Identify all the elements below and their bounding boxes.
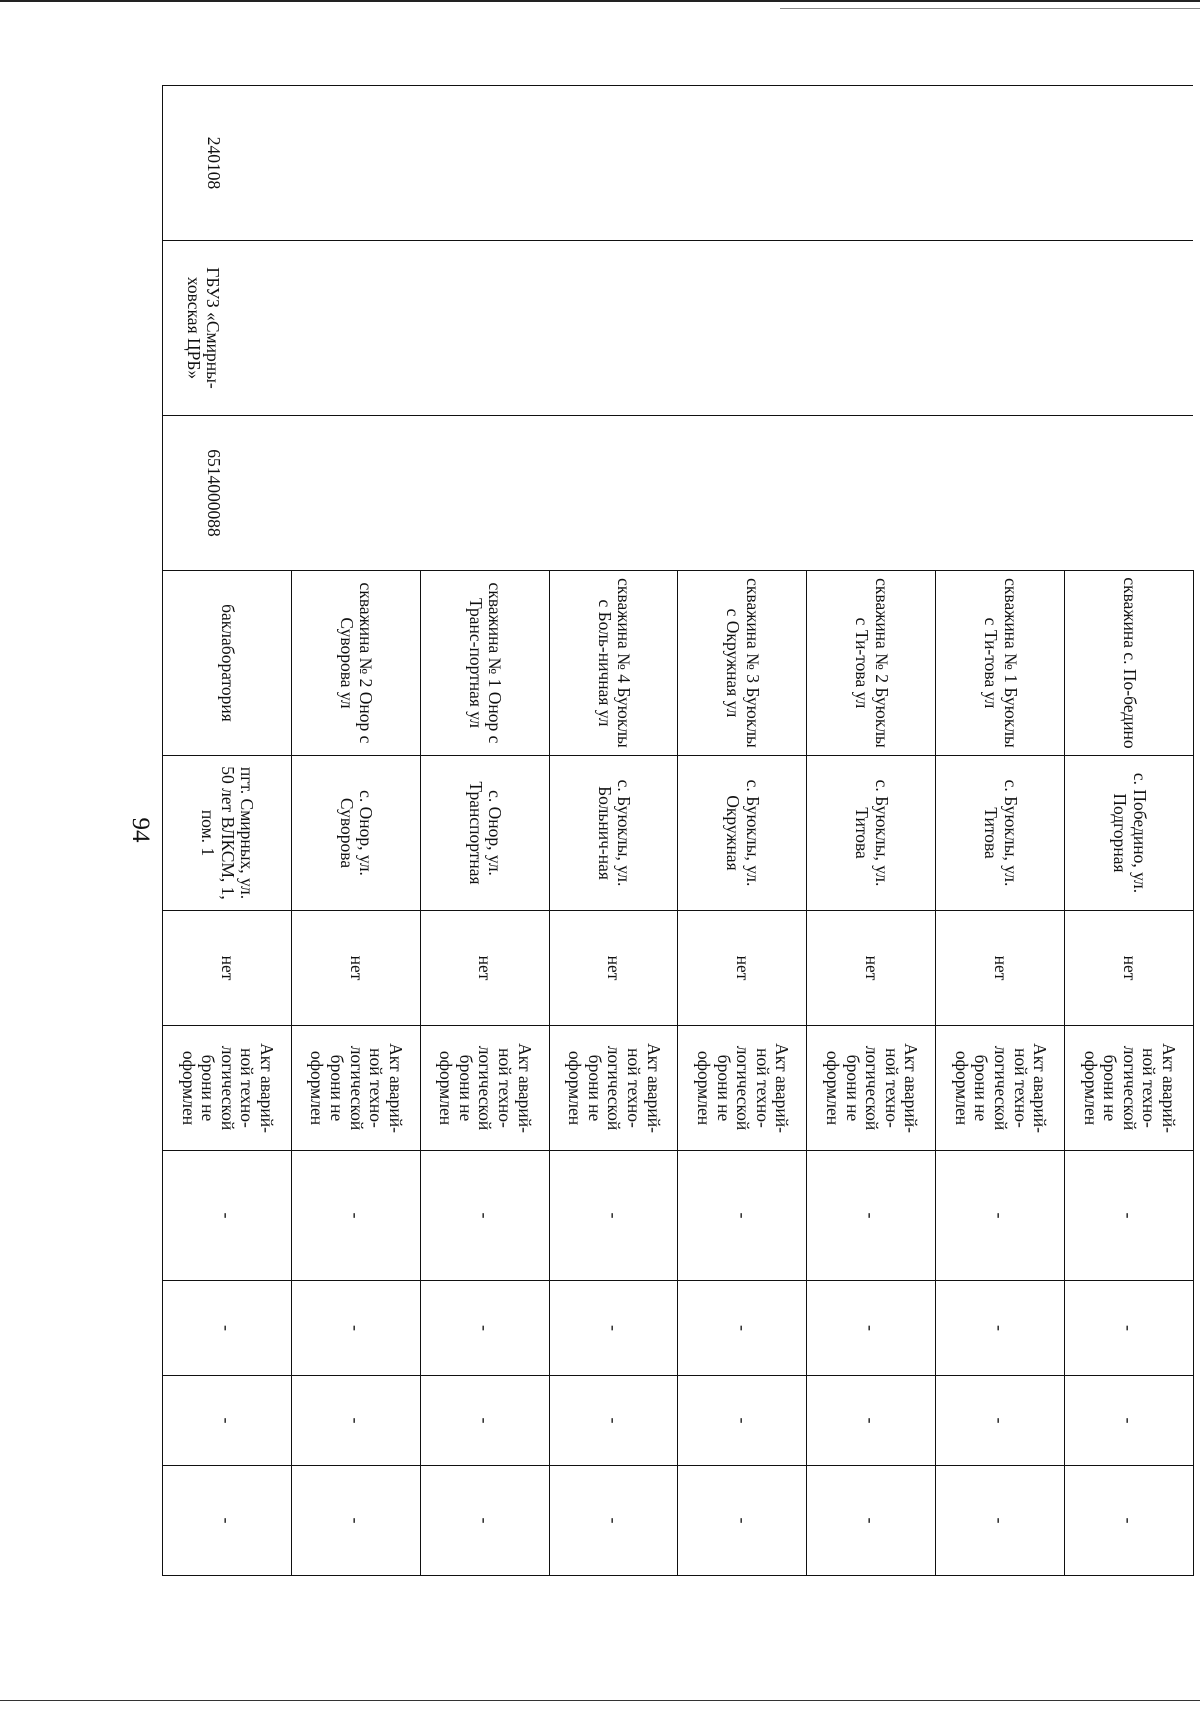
act-cell: Акт аварий-ной техно-логической брони не оформлен [1065,1026,1194,1151]
code-text: 240108 [203,136,224,190]
status-cell: нет [549,911,678,1026]
address-cell: с. Онор, ул. Транспортная [420,756,549,911]
status-cell: нет [420,911,549,1026]
value-cell: - [291,1466,420,1576]
value-cell: - [936,1466,1065,1576]
status-cell: нет [1065,911,1194,1026]
code-cell [163,86,1194,241]
table-row [1065,86,1194,1576]
object-cell: скважина № 2 Онор с Суворова ул [291,571,420,756]
object-cell: скважина № 1 Онор с Транс-портная ул [420,571,549,756]
scan-edge [780,0,1200,9]
value-cell: - [291,1281,420,1376]
value-cell: - [1065,1376,1194,1466]
value-cell: - [678,1466,807,1576]
value-cell: - [678,1281,807,1376]
value-cell: - [936,1281,1065,1376]
inn-cell [163,416,1194,571]
value-cell: - [549,1281,678,1376]
value-cell: - [678,1151,807,1281]
value-cell: - [549,1466,678,1576]
value-cell: - [807,1151,936,1281]
value-cell: - [163,1281,292,1376]
value-cell: - [420,1466,549,1576]
value-cell: - [807,1466,936,1576]
value-cell: - [163,1376,292,1466]
value-cell: - [549,1151,678,1281]
address-cell: с. Онор, ул. Суворова [291,756,420,911]
value-cell: - [1065,1466,1194,1576]
value-cell: - [936,1376,1065,1466]
address-cell: с. Буюклы, ул. Титова [807,756,936,911]
value-cell: - [163,1151,292,1281]
value-cell: - [549,1376,678,1466]
value-cell: - [420,1151,549,1281]
object-cell: баклаборатория [163,571,292,756]
address-cell: с. Буюклы, ул. Больнич-ная [549,756,678,911]
act-cell: Акт аварий-ной техно-логической брони не оформлен [678,1026,807,1151]
object-cell: скважина № 1 Буюклы с Ти-това ул [936,571,1065,756]
value-cell: - [807,1376,936,1466]
object-cell: скважина № 2 Буюклы с Ти-това ул [807,571,936,756]
object-cell: скважина с. По-бедино [1065,571,1194,756]
scan-edge [0,1700,1200,1701]
object-cell: скважина № 3 Буюклы с Окружная ул [678,571,807,756]
organization-cell [163,241,1194,416]
value-cell: - [936,1151,1065,1281]
act-cell: Акт аварий-ной техно-логической брони не оформлен [549,1026,678,1151]
organization-text: ГБУЗ «Смирны-ховская ЦРБ» [183,267,224,389]
value-cell: - [1065,1281,1194,1376]
status-cell: нет [291,911,420,1026]
act-cell: Акт аварий-ной техно-логической брони не оформлен [163,1026,292,1151]
object-cell: скважина № 4 Буюклы с Боль-ничная ул [549,571,678,756]
value-cell: - [678,1376,807,1466]
value-cell: - [1065,1151,1194,1281]
act-cell: Акт аварий-ной техно-логической брони не оформлен [420,1026,549,1151]
address-cell: с. Победино, ул. Подгорная [1065,756,1194,911]
value-cell: - [163,1466,292,1576]
value-cell: - [420,1376,549,1466]
status-cell: нет [163,911,292,1026]
data-table [162,85,1194,1576]
address-cell: с. Буюклы, ул. Окружная [678,756,807,911]
status-cell: нет [807,911,936,1026]
address-cell: с. Буюклы, ул. Титова [936,756,1065,911]
inn-text: 6514000088 [203,449,224,537]
act-cell: Акт аварий-ной техно-логической брони не оформлен [936,1026,1065,1151]
value-cell: - [291,1151,420,1281]
act-cell: Акт аварий-ной техно-логической брони не оформлен [807,1026,936,1151]
table-container [162,85,1194,1575]
page-number: 94 [127,817,154,843]
status-cell: нет [936,911,1065,1026]
value-cell: - [420,1281,549,1376]
value-cell: - [807,1281,936,1376]
act-cell: Акт аварий-ной техно-логической брони не оформлен [291,1026,420,1151]
value-cell: - [291,1376,420,1466]
status-cell: нет [678,911,807,1026]
address-cell: пгт. Смирных, ул. 50 лет ВЛКСМ, 1, пом. 1 [163,756,292,911]
